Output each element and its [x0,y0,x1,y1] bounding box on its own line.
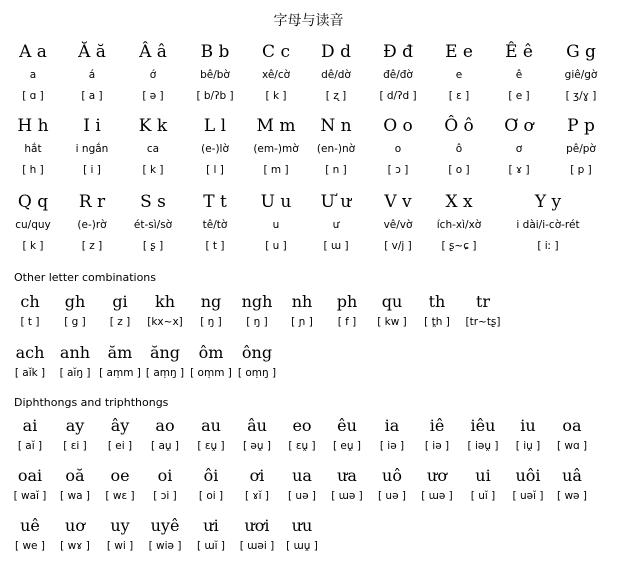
ipa-pronunciation: [ ɯəi ] [239,540,275,552]
glyph: uy [110,516,130,535]
ipa-pronunciation: [ iṷ ] [515,440,541,452]
ipa-pronunciation: [ iː ] [537,240,559,252]
glyph: I i [83,116,101,136]
letter-name: xê/cờ [261,69,291,81]
glyph: êu [337,416,357,435]
glyph: ây [110,416,130,435]
glyph: tr [475,292,491,311]
glyph: Q q [17,192,49,212]
glyph: qu [381,292,403,311]
letter-name: ét-sì/sờ [133,219,173,231]
ipa-pronunciation: [ aṷ ] [151,440,179,452]
glyph: gi [112,292,128,311]
letter-name: u [272,219,280,231]
glyph: au [201,416,221,435]
ipa-pronunciation: [ e ] [508,90,530,102]
glyph: ươi [244,516,270,535]
ipa-pronunciation: [ ə ] [142,90,164,102]
letter-name: bê/bờ [200,69,230,81]
glyph: S s [140,192,166,212]
glyph: uô [382,466,402,485]
letter-name: ca [146,143,160,155]
ipa-pronunciation: [ ɛ ] [448,90,470,102]
ipa-pronunciation: [ t ] [20,316,40,328]
glyph: th [428,292,446,311]
letter-name: i ngắn [75,143,109,155]
ipa-pronunciation: [ waĭ ] [13,490,47,502]
ipa-pronunciation: [ aĭ ] [17,440,43,452]
glyph: uyê [150,516,180,535]
ipa-pronunciation: [ ɛi ] [63,440,87,452]
glyph: ui [475,466,491,485]
letter-name: ơ [515,143,523,155]
ipa-pronunciation: [ ʂ ] [142,240,164,252]
glyph: G g [566,42,596,62]
glyph: oă [65,466,85,485]
letter-name: cu/quy [15,219,51,231]
ipa-pronunciation: [ ʂ~ɕ ] [441,240,477,252]
ipa-pronunciation: [ ɯə ] [331,490,363,502]
ipa-pronunciation: [ g ] [64,316,86,328]
ipa-pronunciation: [ m ] [263,164,289,176]
glyph: Y y [534,192,562,212]
ipa-pronunciation: [ i ] [83,164,101,176]
ipa-pronunciation: [ oṃŋ ] [237,367,277,379]
ipa-pronunciation: [ l ] [206,164,224,176]
ipa-pronunciation: [ k ] [265,90,287,102]
glyph: âu [247,416,267,435]
ipa-pronunciation: [ z ] [81,240,103,252]
glyph: ôi [203,466,219,485]
ipa-pronunciation: [ b/ʔb ] [196,90,234,102]
glyph: uôi [515,466,541,485]
letter-name: giê/gờ [564,69,598,81]
letter-name: dê/dờ [321,69,351,81]
ipa-pronunciation: [kx~x] [147,316,183,328]
ipa-pronunciation: [ ɔ ] [387,164,409,176]
ipa-pronunciation: [ u ] [265,240,287,252]
glyph: nh [291,292,313,311]
glyph: K k [138,116,168,136]
glyph: oai [17,466,43,485]
glyph: ng [200,292,222,311]
glyph: T t [203,192,227,212]
glyph: ay [65,416,85,435]
ipa-pronunciation: [ uəĭ ] [512,490,544,502]
glyph: ăm [107,343,133,362]
glyph: uê [20,516,40,535]
ipa-pronunciation: [ oṃm ] [190,367,232,379]
glyph: Ơ ơ [504,116,534,136]
letter-name: (e-)rờ [77,219,107,231]
ipa-pronunciation: [ n ] [325,164,347,176]
ipa-pronunciation: [ ɔi ] [153,490,177,502]
letter-name: a [29,69,37,81]
glyph: ia [384,416,400,435]
glyph: O o [383,116,413,136]
glyph: gh [64,292,86,311]
ipa-pronunciation: [ ɤĭ ] [244,490,270,502]
ipa-pronunciation: [ ei ] [107,440,133,452]
ipa-pronunciation: [ wɑ ] [556,440,588,452]
glyph: B b [200,42,230,62]
ipa-pronunciation: [ aĭŋ ] [59,367,91,379]
ipa-pronunciation: [ ɛṷ ] [288,440,316,452]
glyph: Â â [139,42,167,62]
ipa-pronunciation: [ ɲ ] [291,316,313,328]
glyph: anh [59,343,91,362]
glyph: H h [17,116,49,136]
glyph: N n [320,116,352,136]
ipa-pronunciation: [ o ] [448,164,470,176]
ipa-pronunciation: [ eṷ ] [333,440,361,452]
ipa-pronunciation: [ iə ] [379,440,405,452]
glyph: Ư ư [320,192,352,212]
glyph: iê [429,416,445,435]
glyph: D d [321,42,351,62]
letter-name: o [394,143,402,155]
glyph: P p [567,116,595,136]
glyph: oa [562,416,582,435]
ipa-pronunciation: [ kw ] [377,316,407,328]
glyph: ua [292,466,312,485]
glyph: kh [155,292,175,311]
section-heading-other-combinations: Other letter combinations [14,271,157,284]
glyph: ưu [291,516,313,535]
ipa-pronunciation: [ əṷ ] [243,440,271,452]
glyph: oe [110,466,130,485]
letter-name: pê/pờ [566,143,596,155]
letter-name: e [455,69,463,81]
glyph: Ă ă [78,42,106,62]
letter-name: ớ [149,69,157,81]
ipa-pronunciation: [ we ] [15,540,45,552]
glyph: iu [520,416,536,435]
glyph: ach [15,343,45,362]
glyph: ôm [198,343,224,362]
letter-name: ô [455,143,463,155]
ipa-pronunciation: [ uə ] [378,490,406,502]
glyph: X x [445,192,473,212]
ipa-pronunciation: [ wiə ] [148,540,182,552]
ipa-pronunciation: [ a ] [81,90,103,102]
glyph: uơ [65,516,85,535]
ipa-pronunciation: [ aĭk ] [14,367,46,379]
ipa-pronunciation: [ ɯṷ ] [286,540,318,552]
ipa-pronunciation: [ ɯə ] [421,490,453,502]
ipa-pronunciation: [ h ] [22,164,44,176]
glyph: iêu [470,416,496,435]
ipa-pronunciation: [ ŋ ] [200,316,222,328]
glyph: C c [262,42,290,62]
glyph: U u [260,192,292,212]
ipa-pronunciation: [ ŋ ] [246,316,268,328]
letter-name: i dài/i-cờ-rét [516,219,580,231]
glyph: ph [336,292,358,311]
glyph: L l [203,116,227,136]
ipa-pronunciation: [ wi ] [106,540,134,552]
ipa-pronunciation: [ ɤ ] [508,164,530,176]
glyph: E e [445,42,473,62]
letter-name: vê/vờ [383,219,413,231]
glyph: ngh [241,292,273,311]
ipa-pronunciation: [ z ] [109,316,131,328]
ipa-pronunciation: [ p ] [570,164,592,176]
ipa-pronunciation: [ oi ] [198,490,224,502]
ipa-pronunciation: [ f ] [337,316,357,328]
glyph: ơi [249,466,265,485]
letter-name: á [88,69,96,81]
ipa-pronunciation: [ t̪h ] [424,316,450,328]
glyph: A a [19,42,47,62]
ipa-pronunciation: [ ʒ/ɣ ] [565,90,597,102]
page-title: 字母与读音 [273,13,344,29]
ipa-pronunciation: [ wa ] [60,490,90,502]
glyph: ưa [337,466,357,485]
ipa-pronunciation: [ k ] [142,164,164,176]
glyph: ao [155,416,175,435]
ipa-pronunciation: [ v/j ] [384,240,412,252]
letter-name: hắt [24,143,42,155]
ipa-pronunciation: [ ɯ ] [323,240,349,252]
letter-name: (en-)nờ [316,143,356,155]
ipa-pronunciation: [ t ] [205,240,225,252]
ipa-pronunciation: [ aṃm ] [99,367,141,379]
glyph: ông [241,343,273,362]
ipa-pronunciation: [ aṃŋ ] [145,367,185,379]
glyph: ươ [427,466,447,485]
glyph: M m [256,116,296,136]
section-heading-diphthongs: Diphthongs and triphthongs [14,396,169,409]
glyph: ch [20,292,40,311]
ipa-pronunciation: [ ɛṷ ] [197,440,225,452]
letter-name: ê [515,69,523,81]
glyph: V v [384,192,412,212]
glyph: uâ [562,466,582,485]
glyph: ăng [149,343,181,362]
glyph: Đ đ [382,42,413,62]
letter-name: tê/tờ [202,219,228,231]
glyph: Ô ô [444,116,474,136]
ipa-pronunciation: [ ʐ ] [325,90,347,102]
letter-name: (em-)mờ [253,143,299,155]
letter-name: ư [332,219,340,231]
ipa-pronunciation: [ d/ʔd ] [379,90,417,102]
ipa-pronunciation: [ wə ] [557,490,587,502]
glyph: Ê ê [505,42,533,62]
glyph: eo [292,416,312,435]
ipa-pronunciation: [ uĭ ] [470,490,496,502]
ipa-pronunciation: [ iəṷ ] [467,440,499,452]
ipa-pronunciation: [tr~tʂ] [465,316,501,328]
ipa-pronunciation: [ k ] [22,240,44,252]
ipa-pronunciation: [ iə ] [424,440,450,452]
letter-name: ích-xì/xờ [436,219,482,231]
ipa-pronunciation: [ uə ] [288,490,316,502]
ipa-pronunciation: [ ɑ ] [22,90,44,102]
letter-name: đê/đờ [383,69,413,81]
ipa-pronunciation: [ wɤ ] [60,540,90,552]
glyph: ai [22,416,38,435]
glyph: oi [157,466,173,485]
ipa-pronunciation: [ wɛ ] [105,490,135,502]
glyph: ưi [203,516,219,535]
glyph: R r [78,192,106,212]
letter-name: (e-)lờ [201,143,229,155]
ipa-pronunciation: [ ɯĭ ] [196,540,225,552]
